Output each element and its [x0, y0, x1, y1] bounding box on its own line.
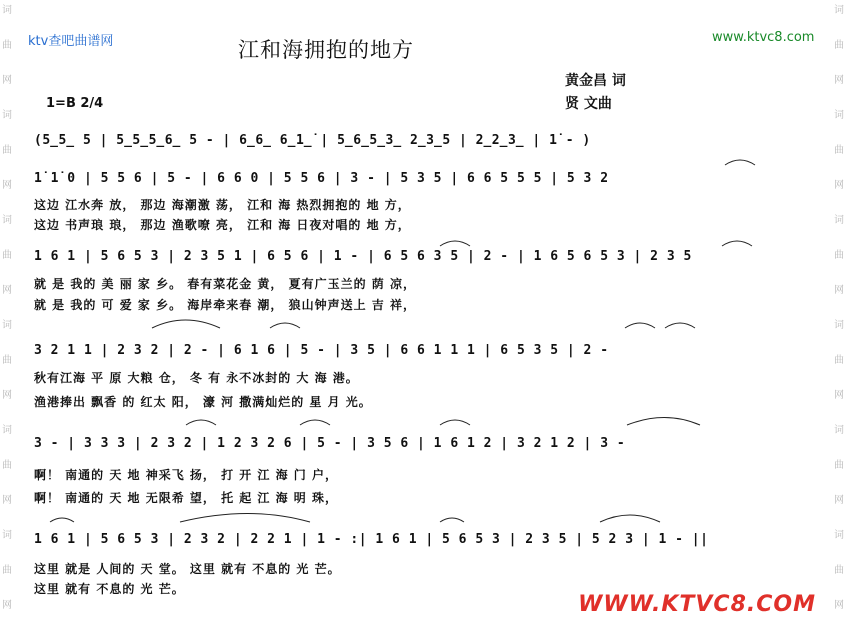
site-url-link[interactable]: www.ktvc8.com	[712, 30, 815, 45]
song-title: 江和海拥抱的地方	[238, 38, 414, 62]
system-5-notes: 1 6 1 | 5 6 5 3 | 2 3 2 | 2 2 1 | 1 - :| 1 6 1 | 5 6 5 3 | 2 3 5 | 5 2 3 | 1 - ||	[34, 532, 709, 547]
footer-url-watermark	[578, 592, 816, 617]
side-watermark-char: 网	[834, 495, 844, 506]
lyricist-credit: 黄金昌 词	[565, 73, 626, 89]
side-watermark-char: 词	[834, 530, 844, 541]
side-watermark-char: 曲	[2, 250, 12, 261]
side-watermark-char: 曲	[2, 355, 12, 366]
side-watermark-char: 网	[2, 495, 12, 506]
system-4-lyrics-verse-2: 啊！ 南通的 天 地 无限希 望， 托 起 江 海 明 珠，	[34, 491, 338, 505]
side-watermark-char: 词	[2, 425, 12, 436]
side-watermark-char: 曲	[834, 565, 844, 576]
side-watermark-char: 网	[2, 180, 12, 191]
system-2-lyrics-verse-1: 就 是 我的 美 丽 家 乡。 春有菜花金 黄， 夏有广玉兰的 荫 凉，	[34, 277, 416, 291]
side-watermark-char: 曲	[834, 250, 844, 261]
system-2-lyrics-verse-2: 就 是 我的 可 爱 家 乡。 海岸牵来春 潮， 狼山钟声送上 吉 祥，	[34, 298, 416, 312]
system-1-lyrics-verse-1: 这边 江水奔 放， 那边 海潮激 荡， 江和 海 热烈拥抱的 地 方，	[34, 198, 411, 212]
side-watermark-char: 曲	[2, 565, 12, 576]
key-signature: 1=B 2/4	[46, 96, 104, 111]
system-4-lyrics-verse-1: 啊！ 南通的 天 地 神采飞 扬， 打 开 江 海 门 户，	[34, 468, 338, 482]
side-watermark-char: 词	[834, 320, 844, 331]
system-3-notes: 3 2 1 1 | 2 3 2 | 2 - | 6 1 6 | 5 - | 3 5 | 6 6 1 1 1 | 6 5 3 5 | 2 -	[34, 343, 609, 358]
system-4-notes: 3 - | 3 3 3 | 2 3 2 | 1 2 3 2 6 | 5 - | 3 5 6 | 1 6 1 2 | 3 2 1 2 | 3 -	[34, 436, 626, 451]
side-watermark-char: 网	[834, 285, 844, 296]
side-watermark-char: 词	[834, 5, 844, 16]
side-watermark-char: 词	[834, 215, 844, 226]
system-5-lyrics-verse-1: 这里 就是 人间的 天 堂。 这里 就有 不息的 光 芒。	[34, 562, 341, 576]
side-watermark-char: 网	[2, 390, 12, 401]
site-name-link[interactable]: ktv查吧曲谱网	[28, 34, 114, 49]
footer-url-prefix: WWW.	[578, 592, 662, 617]
side-watermark-char: 网	[2, 75, 12, 86]
side-watermark-char: 网	[834, 75, 844, 86]
side-watermark-char: 词	[2, 110, 12, 121]
system-2-notes: 1 6 1 | 5 6 5 3 | 2 3 5 1 | 6 5 6 | 1 - | 6 5 6 3 5 | 2 - | 1 6 5 6 5 3 | 2 3 5	[34, 249, 692, 264]
side-watermark-char: 曲	[834, 40, 844, 51]
side-watermark-char: 词	[2, 320, 12, 331]
side-watermark-char: 词	[2, 5, 12, 16]
side-watermark-char: 词	[834, 425, 844, 436]
side-watermark-char: 曲	[834, 355, 844, 366]
side-watermark-char: 曲	[834, 145, 844, 156]
side-watermark-char: 词	[2, 530, 12, 541]
system-1-notes: 1̇ 1̇ 0 | 5 5 6 | 5 - | 6 6 0 | 5 5 6 | 3 - | 5 3 5 | 6 6 5 5 5 | 5 3 2	[34, 171, 609, 186]
side-watermark-char: 网	[834, 600, 844, 611]
side-watermark-char: 网	[834, 390, 844, 401]
side-watermark-char: 网	[834, 180, 844, 191]
composer-credit: 贤 文曲	[565, 96, 612, 112]
intro-notation: (5̲5̲ 5 | 5̲5̲5̲6̲ 5 - | 6̲6̲ 6̲1̲̇ | 5̲6̲5̲3̲ 2̲3̲5 | 2̲2̲3̲ | 1̇ - )	[34, 133, 591, 148]
footer-url-suffix: .COM	[746, 592, 816, 617]
system-3-lyrics-verse-1: 秋有江海 平 原 大粮 仓， 冬 有 永不冰封的 大 海 港。	[34, 371, 359, 385]
side-watermark-char: 曲	[2, 40, 12, 51]
system-3-lyrics-verse-2: 渔港捧出 飘香 的 红太 阳， 濠 河 撒满灿烂的 星 月 光。	[34, 395, 372, 409]
side-watermark-char: 网	[2, 285, 12, 296]
side-watermark-char: 曲	[2, 145, 12, 156]
side-watermark-char: 词	[2, 215, 12, 226]
side-watermark-char: 曲	[834, 460, 844, 471]
side-watermark-char: 曲	[2, 460, 12, 471]
side-watermark-char: 词	[834, 110, 844, 121]
footer-url-brand: KTVC8	[661, 592, 747, 617]
side-watermark-char: 网	[2, 600, 12, 611]
system-5-lyrics-verse-2: 这里 就有 不息的 光 芒。	[34, 582, 185, 596]
system-1-lyrics-verse-2: 这边 书声琅 琅， 那边 渔歌嘹 亮， 江和 海 日夜对唱的 地 方，	[34, 218, 411, 232]
